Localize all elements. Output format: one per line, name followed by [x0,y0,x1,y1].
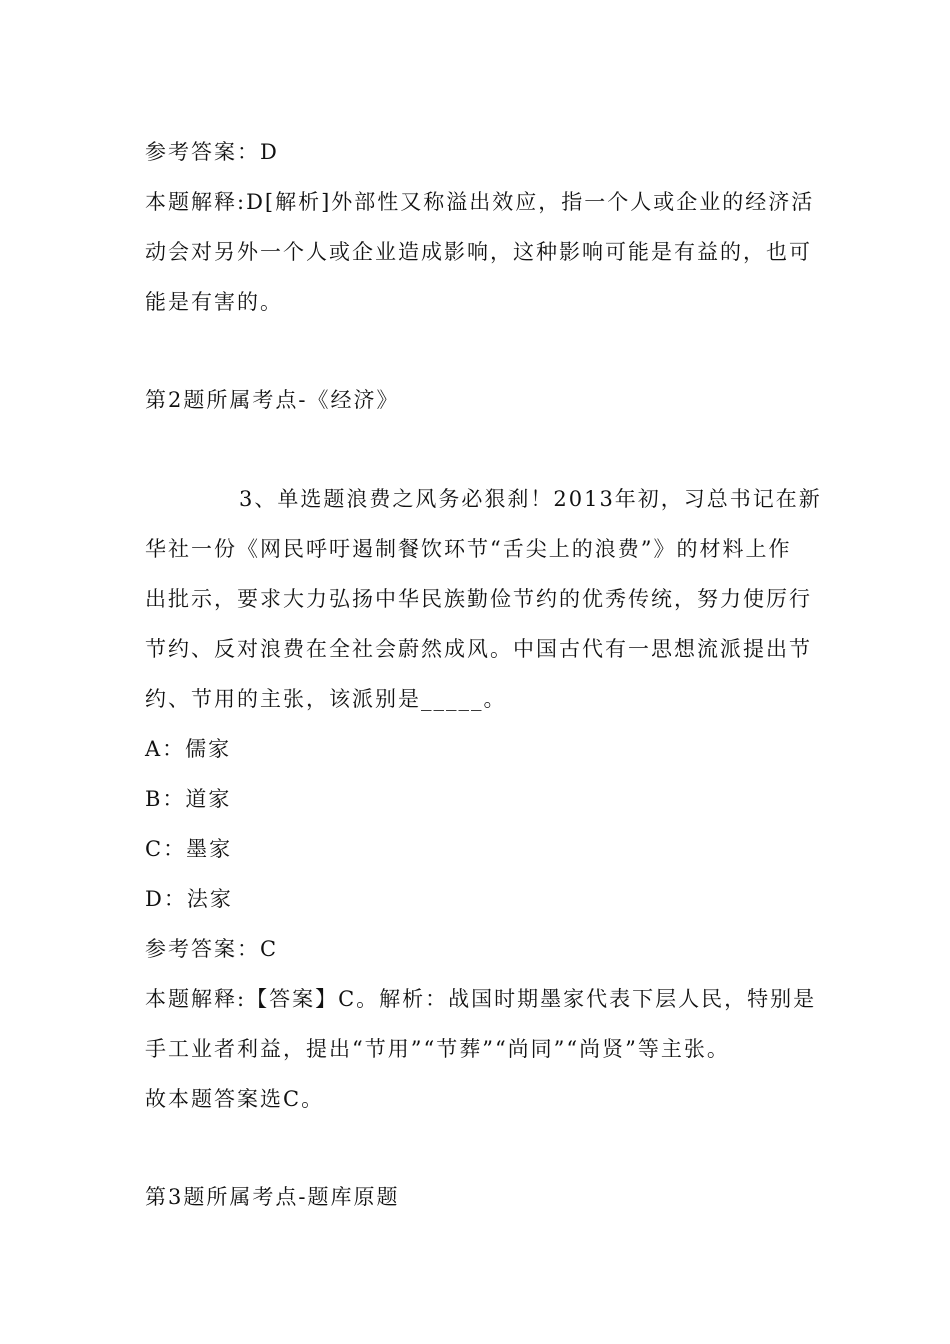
q3-stem-line-4: 节约、反对浪费在全社会蔚然成风。中国古代有一思想流派提出节 [145,637,812,661]
q3-explanation-line-3: 故本题答案选C。 [145,1087,325,1111]
q3-stem-line-2: 华社一份《网民呼吁遏制餐饮环节“舌尖上的浪费”》的材料上作 [145,537,792,561]
q3-explanation-line-1: 本题解释:【答案】C。解析：战国时期墨家代表下层人民，特别是 [145,987,817,1011]
q2-topic: 第2题所属考点-《经济》 [145,388,400,412]
q3-stem-line-5: 约、节用的主张，该派别是_____。 [145,687,507,711]
q3-stem-line-1: 3、单选题浪费之风务必狠刹！2013年初，习总书记在新 [239,487,822,511]
q2-explanation-line-3: 能是有害的。 [145,290,283,314]
q3-stem-line-3: 出批示，要求大力弘扬中华民族勤俭节约的优秀传统，努力使厉行 [145,587,812,611]
q3-answer: 参考答案：C [145,937,279,961]
q3-topic: 第3题所属考点-题库原题 [145,1185,400,1209]
q3-option-b: B：道家 [145,787,232,811]
q3-option-a: A：儒家 [145,737,232,761]
q2-explanation-line-1: 本题解释:D[解析]外部性又称溢出效应，指一个人或企业的经济活 [145,190,815,214]
q2-answer: 参考答案：D [145,140,279,164]
q3-option-c: C：墨家 [145,837,233,861]
q2-explanation-line-2: 动会对另外一个人或企业造成影响，这种影响可能是有益的，也可 [145,240,812,264]
q3-option-d: D：法家 [145,887,233,911]
q3-explanation-line-2: 手工业者利益，提出“节用”“节葬”“尚同”“尚贤”等主张。 [145,1037,730,1061]
